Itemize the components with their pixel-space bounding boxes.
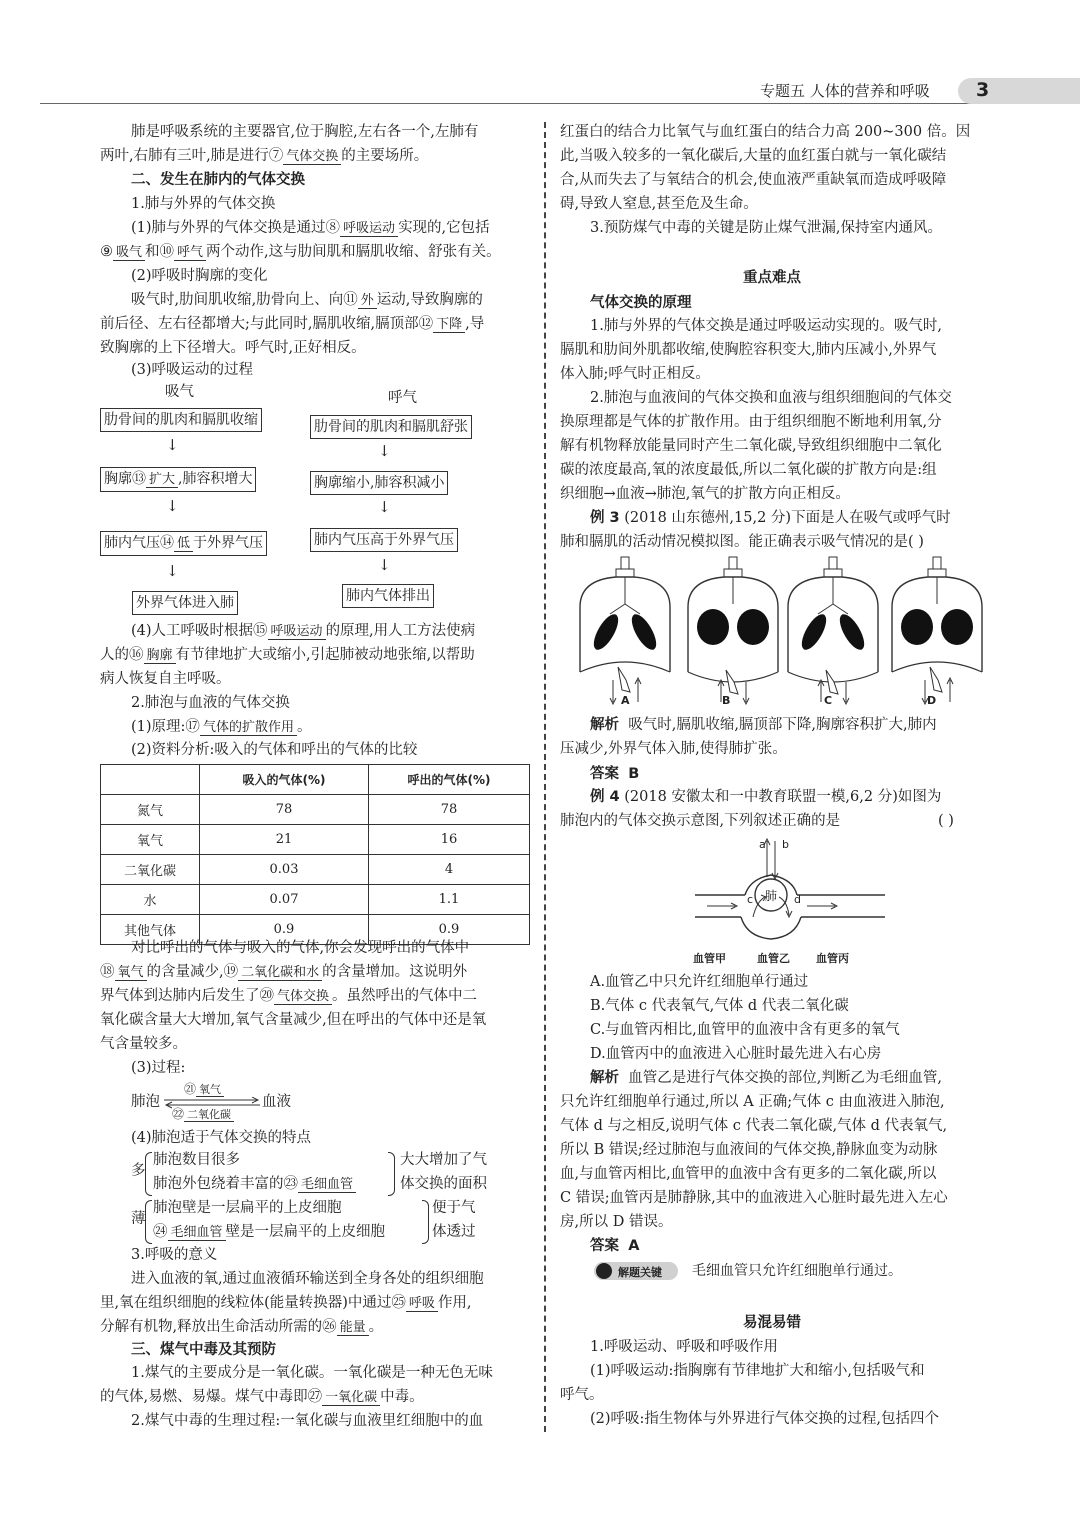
table-cell: 1.1 <box>369 885 530 915</box>
key-badge-label: 解题关键 <box>618 1266 662 1279</box>
table-header-cell <box>101 765 200 795</box>
bell-jar-a <box>580 557 670 704</box>
table-cell: 0.03 <box>200 855 369 885</box>
text-line: 致胸廓的上下径增大。呼气时,正好相反。 <box>100 340 366 356</box>
text-line: 对比呼出的气体与吸入的气体,你会发现呼出的气体中 <box>131 940 470 956</box>
down-arrow-icon: ↓ <box>378 498 391 516</box>
table-cell: 氮气 <box>101 795 200 825</box>
text-line: 的气体,易燃、易爆。煤气中毒即㉗ 一氧化碳 中毒。 <box>100 1389 424 1405</box>
option-a: A.血管乙中只允许红细胞单行通过 <box>590 974 809 990</box>
answer-blank: 低 <box>174 536 193 552</box>
text-line: 气体 d 与之相反,说明气体 c 代表二氧化碳,气体 d 代表氧气, <box>560 1118 948 1134</box>
option-c: C.与血管丙相比,血管甲的血液中含有更多的氧气 <box>590 1022 900 1038</box>
answer-blank: 扩大 <box>146 472 178 488</box>
down-arrow-icon: ↓ <box>166 562 179 580</box>
text-line <box>590 762 639 786</box>
alveolus-label-b: b <box>782 838 789 851</box>
answer-blank: 外 <box>358 293 377 309</box>
jar-label-c: C <box>824 694 833 707</box>
text-line: 界气体到达肺内后发生了⑳ 气体交换 。虽然呼出的气体中二 <box>100 988 478 1004</box>
text-line: 织细胞→血液→肺泡,氧气的扩散方向正相反。 <box>560 486 850 502</box>
answer-blank: 二氧化碳 <box>184 1108 234 1122</box>
text-line: 大大增加了气 <box>400 1152 487 1168</box>
text-line: 1.煤气的主要成分是一氧化碳。一氧化碳是一种无色无味 <box>131 1365 493 1381</box>
table-cell: 78 <box>369 795 530 825</box>
process-bottom-label: ㉒ 二氧化碳 <box>172 1105 234 1122</box>
key-badge <box>594 1262 678 1280</box>
table-cell: 二氧化碳 <box>101 855 200 885</box>
table-cell: 其他气体 <box>101 915 200 945</box>
text-line: 2.肺泡与血液间的气体交换和血液与组织细胞间的气体交 <box>590 390 952 406</box>
process-blood: 血液 <box>262 1094 291 1110</box>
text-line: 膈肌和肋间外肌都收缩,使胸腔容积变大,肺内压减小,外界气 <box>560 342 937 358</box>
jar-label-a: A <box>621 694 630 707</box>
alveolus-label-d: d <box>794 893 801 906</box>
text-line: 例 4 (2018 安徽太和一中教育联盟一模,6,2 分)如图为 <box>590 789 942 805</box>
header-topic: 专题五 人体的营养和呼吸 <box>760 82 930 100</box>
down-arrow-icon: ↓ <box>166 497 179 515</box>
answer-blank: 毛细血管 <box>298 1177 356 1193</box>
brace-icon <box>422 1200 429 1244</box>
text-line: 2.煤气中毒的生理过程:一氧化碳与血液里红细胞中的血 <box>131 1413 484 1429</box>
key-text: 毛细血管只允许红细胞单行通过。 <box>692 1263 902 1279</box>
process-alveolus: 肺泡 <box>131 1094 160 1110</box>
text-line: (4)肺泡适于气体交换的特点 <box>131 1130 312 1146</box>
answer-blank: 胸廓 <box>144 648 176 664</box>
table-cell: 0.9 <box>200 915 369 945</box>
jar-label-b: B <box>722 694 731 707</box>
answer-value: B <box>628 766 640 782</box>
table-cell: 0.07 <box>200 885 369 915</box>
text-line: 此,当吸入较多的一氧化碳后,大量的血红蛋白就与一氧化碳结 <box>560 148 947 164</box>
feature-bao: 薄 <box>131 1211 146 1227</box>
vessel-label-jia: 血管甲 <box>693 952 726 965</box>
text-line: ⑨ 吸气 和⑩ 呼气 两个动作,这与肋间肌和膈肌收缩、舒张有关。 <box>100 244 501 260</box>
text-line: 碍,导致人窒息,甚至危及生命。 <box>560 196 758 212</box>
bell-jar-b <box>688 557 778 704</box>
page-number: 3 <box>976 79 990 101</box>
answer-blank: 呼吸 <box>406 1296 438 1312</box>
text-line: 体入肺;呼气时正相反。 <box>560 366 710 382</box>
text-line: 例 3 (2018 山东德州,15,2 分)下面是人在吸气或呼气时 <box>590 510 951 526</box>
brace-icon <box>145 1200 152 1244</box>
answer-paren: ( ) <box>938 813 954 829</box>
answer-value: A <box>628 1238 640 1254</box>
text-line: 压减少,外界气体入肺,使得肺扩张。 <box>560 741 787 757</box>
table-cell: 4 <box>369 855 530 885</box>
gas-comparison-table <box>100 764 530 945</box>
subsection-title: 1.肺与外界的气体交换 <box>131 196 276 212</box>
flow-exhale-step-2: 胸廓缩小,肺容积减小 <box>310 471 448 495</box>
table-row <box>101 855 530 885</box>
text-line <box>590 1234 639 1258</box>
answer-label: 答案 <box>590 1238 619 1254</box>
key-badge-icon <box>596 1263 612 1279</box>
brace-icon <box>388 1152 395 1196</box>
text-line: 人的⑯ 胸廓 有节律地扩大或缩小,引起肺被动地张缩,以帮助 <box>100 647 475 663</box>
table-row <box>101 885 530 915</box>
subsection-title: 2.肺泡与血液的气体交换 <box>131 695 290 711</box>
text-line: 进入血液的氧,通过血液循环输送到全身各处的组织细胞 <box>131 1271 484 1287</box>
answer-blank: 氧气 <box>115 965 147 981</box>
text-line: 解析 血管乙是进行气体交换的部位,判断乙为毛细血管, <box>590 1070 942 1086</box>
alveolus-label-lung: 肺 <box>765 889 778 903</box>
down-arrow-icon: ↓ <box>378 442 391 460</box>
text-line: 前后径、左右径都增大;与此同时,膈肌收缩,膈顶部⑫ 下降 ,导 <box>100 316 485 332</box>
text-line: 肺泡外包绕着丰富的㉓ 毛细血管 <box>153 1172 356 1197</box>
text-line: 肺和膈肌的活动情况模拟图。能正确表示吸气情况的是( ) <box>560 534 924 550</box>
process-top-label: ㉑ 氧气 <box>184 1080 224 1097</box>
answer-blank: 能量 <box>337 1320 369 1336</box>
jar-label-d: D <box>927 694 937 707</box>
text-line: 房,所以 D 错误。 <box>560 1214 673 1230</box>
table-row <box>101 795 530 825</box>
text-line: 气含量较多。 <box>100 1036 187 1052</box>
text-line: 合,从而失去了与氧结合的机会,使血液严重缺氧而造成呼吸障 <box>560 172 947 188</box>
answer-blank: 一氧化碳 <box>322 1390 380 1406</box>
text-line: (2)呼吸时胸廓的变化 <box>131 268 268 284</box>
bell-jar-d <box>892 557 982 704</box>
answer-blank: 气体的扩散作用 <box>200 720 297 736</box>
text-line: 换原理都是气体的扩散作用。由于组织细胞不断地利用氧,分 <box>560 414 942 430</box>
bell-jar-c <box>788 557 878 704</box>
answer-blank: 呼吸运动 <box>268 624 326 640</box>
option-d: D.血管丙中的血液进入心脏时最先进入右心房 <box>590 1046 882 1062</box>
answer-blank: 气体交换 <box>274 989 332 1005</box>
flow-exhale-label: 呼气 <box>388 390 417 406</box>
text-line: (3)过程: <box>131 1060 186 1076</box>
brace-icon <box>145 1152 152 1196</box>
option-b: B.气体 c 代表氧气,气体 d 代表二氧化碳 <box>590 998 849 1014</box>
answer-blank: 二氧化碳和水 <box>238 965 322 981</box>
text-line: (2)资料分析:吸入的气体和呼出的气体的比较 <box>131 742 418 758</box>
text-line: 吸气时,肋间肌收缩,肋骨向上、向⑪ 外 运动,导致胸廓的 <box>131 292 483 308</box>
text-line: 红蛋白的结合力比氧气与血红蛋白的结合力高 200~300 倍。因 <box>560 124 971 140</box>
page-number-tab <box>958 78 1080 104</box>
answer-blank: 吸气 <box>113 245 145 261</box>
vessel-label-bing: 血管丙 <box>816 952 849 965</box>
text-line: 血,与血管丙相比,血管甲的血液中含有更多的二氧化碳,所以 <box>560 1166 937 1182</box>
flow-inhale-label: 吸气 <box>165 384 194 400</box>
flow-inhale-step-2: 胸廓⑬ 扩大 ,肺容积增大 <box>100 467 256 492</box>
answer-blank: 下降 <box>433 317 465 333</box>
flow-inhale-step-1: 肋骨间的肌肉和膈肌收缩 <box>100 408 262 432</box>
text-line: 解有机物释放能量同时产生二氧化碳,导致组织细胞中二氧化 <box>560 438 942 454</box>
text-line: 里,氧在组织细胞的线粒体(能量转换器)中通过㉕ 呼吸 作用, <box>100 1295 472 1311</box>
text-line: (1)肺与外界的气体交换是通过⑧ 呼吸运动 实现的,它包括 <box>131 220 490 236</box>
text-line: 氧化碳含量大大增加,氧气含量减少,但在呼出的气体中还是氧 <box>100 1012 487 1028</box>
table-header-row <box>101 765 530 795</box>
text-line: 便于气 <box>432 1200 476 1216</box>
table-row <box>101 825 530 855</box>
text-line: 解析 吸气时,膈肌收缩,膈顶部下降,胸廓容积扩大,肺内 <box>590 717 937 733</box>
text-line: 病人恢复自主呼吸。 <box>100 671 231 687</box>
answer-blank: 氧气 <box>196 1083 224 1097</box>
down-arrow-icon: ↓ <box>378 556 391 574</box>
table-header-cell: 吸入的气体(%) <box>200 765 369 795</box>
text-line: 分解有机物,释放出生命活动所需的㉖ 能量 。 <box>100 1319 384 1335</box>
flow-exhale-step-3: 肺内气压高于外界气压 <box>310 528 458 552</box>
text-line: 1.肺与外界的气体交换是通过呼吸运动实现的。吸气时, <box>590 318 942 334</box>
answer-blank: 呼气 <box>174 245 206 261</box>
alveolus-diagram <box>695 835 885 955</box>
flow-exhale-step-4: 肺内气体排出 <box>342 584 434 608</box>
text-line: 两叶,右肺有三叶,肺是进行⑦ 气体交换 的主要场所。 <box>100 148 429 164</box>
alveolus-label-c: c <box>747 893 754 906</box>
text-line: 1.呼吸运动、呼吸和呼吸作用 <box>590 1339 778 1355</box>
text-line: 碳的浓度最高,氧的浓度最低,所以二氧化碳的扩散方向是:组 <box>560 462 937 478</box>
table-cell: 21 <box>200 825 369 855</box>
answer-blank: 毛细血管 <box>168 1225 226 1241</box>
text-line: C 错误;血管丙是肺静脉,其中的血液进入心脏时最先进入左心 <box>560 1190 948 1206</box>
text-line: 只允许红细胞单行通过,所以 A 正确;气体 c 由血液进入肺泡, <box>560 1094 945 1110</box>
flow-inhale-step-4: 外界气体进入肺 <box>132 591 238 615</box>
text-line: 所以 B 错误;经过肺泡与血液间的气体交换,静脉血变为动脉 <box>560 1142 938 1158</box>
table-header-cell: 呼出的气体(%) <box>369 765 530 795</box>
vessel-label-yi: 血管乙 <box>757 952 790 965</box>
table-cell: 78 <box>200 795 369 825</box>
text-line: 体透过 <box>432 1224 476 1240</box>
text-line: ㉔ 毛细血管 壁是一层扁平的上皮细胞 <box>153 1224 386 1240</box>
subsection-title: 3.呼吸的意义 <box>131 1247 218 1263</box>
text-line: ⑱ 氧气 的含量减少,⑲ 二氧化碳和水 的含量增加。这说明外 <box>100 964 468 980</box>
feature-duo: 多 <box>131 1163 146 1179</box>
section-title: 二、发生在肺内的气体交换 <box>131 172 305 188</box>
alveolus-label-a: a <box>759 838 766 851</box>
column-divider <box>544 122 546 1432</box>
section-title: 三、煤气中毒及其预防 <box>131 1342 276 1358</box>
text-line: (4)人工呼吸时根据⑮ 呼吸运动 的原理,用人工方法使病 <box>131 623 476 639</box>
text-line: (2)呼吸:指生物体与外界进行气体交换的过程,包括四个 <box>590 1411 940 1427</box>
text-line: (3)呼吸运动的过程 <box>131 362 254 378</box>
text-line: 肺泡内的气体交换示意图,下列叙述正确的是 <box>560 813 841 829</box>
table-cell: 氧气 <box>101 825 200 855</box>
header-rule <box>40 103 1040 104</box>
answer-blank: 气体交换 <box>283 149 341 165</box>
table-cell: 水 <box>101 885 200 915</box>
bell-jar-figure <box>568 552 988 714</box>
answer-blank: 呼吸运动 <box>340 221 398 237</box>
down-arrow-icon: ↓ <box>166 436 179 454</box>
text-line: 体交换的面积 <box>400 1176 487 1192</box>
analysis-label: 解析 <box>590 717 619 733</box>
text-line: (1)呼吸运动:指胸廓有节律地扩大和缩小,包括吸气和 <box>590 1363 925 1379</box>
confuse-title: 易混易错 <box>743 1315 801 1331</box>
answer-label: 答案 <box>590 766 619 782</box>
table-cell: 16 <box>369 825 530 855</box>
table-cell: 0.9 <box>369 915 530 945</box>
flow-exhale-step-1: 肋骨间的肌肉和膈肌舒张 <box>310 415 472 439</box>
text-line: (1)原理:⑰ 气体的扩散作用 。 <box>131 719 312 735</box>
flow-inhale-step-3: 肺内气压⑭ 低 于外界气压 <box>100 531 267 556</box>
text-line: 肺泡数目很多 <box>153 1152 240 1168</box>
text-line: 肺泡壁是一层扁平的上皮细胞 <box>153 1200 342 1216</box>
text-line: 肺是呼吸系统的主要器官,位于胸腔,左右各一个,左肺有 <box>131 124 479 140</box>
text-line: 呼气。 <box>560 1387 604 1403</box>
analysis-label: 解析 <box>590 1070 619 1086</box>
text-line: 3.预防煤气中毒的关键是防止煤气泄漏,保持室内通风。 <box>590 220 942 236</box>
example-label: 例 3 <box>590 510 620 526</box>
key-points-subtitle: 气体交换的原理 <box>590 295 692 311</box>
example-label: 例 4 <box>590 789 620 805</box>
key-points-title: 重点难点 <box>743 270 801 286</box>
